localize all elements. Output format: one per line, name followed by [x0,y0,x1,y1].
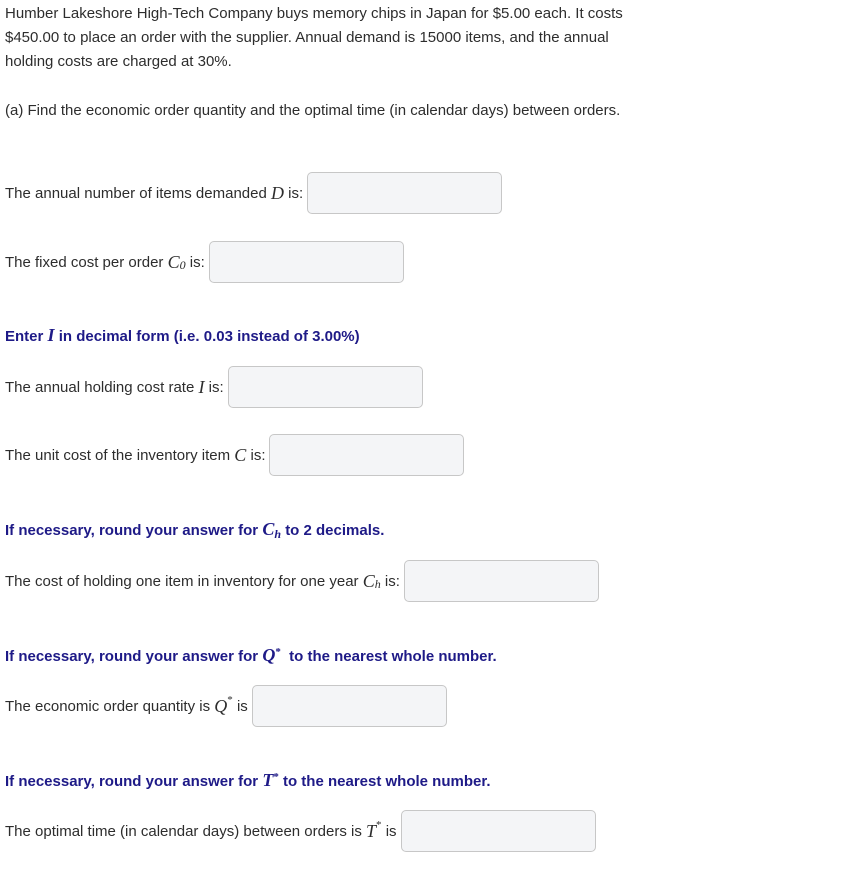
cycle-time-input[interactable] [401,810,596,852]
eoq-sup: * [227,694,233,706]
holding-cost-row [5,560,599,602]
note-ch-sub: h [274,527,282,541]
holding-rate-row [5,366,423,408]
holding-cost-sub: h [374,576,381,591]
unit-cost-row [5,434,464,476]
order-cost-label: The fixed cost per order [5,253,164,271]
eoq-note [5,645,497,666]
note-ch-post: to 2 decimals. [285,522,385,539]
holding-cost-suffix: is: [384,572,400,590]
eoq-var: Q [214,695,228,716]
problem-intro: Humber Lakeshore High-Tech Company buys memory chips in Japan for $5.00 each. It costs $450.00 to place an order with the supplier. Annual demand is 15000 items, and the annual holding costs are charged at 30%. [5,5,623,70]
part-a-text: (a) Find the economic order quantity and the optimal time (in calendar days) between orders. [5,102,621,119]
demand-label: The annual number of items demanded [5,184,267,202]
note-q-var: Q [262,645,276,665]
cycle-time-suffix: is [385,822,397,840]
holding-rate-var: I [198,376,205,397]
order-cost-var: C [167,251,180,272]
holding-rate-label: The annual holding cost rate [5,378,195,396]
order-cost-row [5,241,404,283]
note-t-pre: If necessary, round your answer for [5,773,259,790]
holding-cost-note [5,519,384,540]
note-q-sup: * [275,646,281,658]
note-i-post: in decimal form (i.e. 0.03 instead of 3.00%) [58,328,360,345]
unit-cost-input[interactable] [269,434,464,476]
demand-var: D [271,182,284,203]
unit-cost-label: The unit cost of the inventory item [5,446,231,464]
note-t-post: to the nearest whole number. [282,773,491,790]
demand-suffix: is: [288,184,304,202]
note-i-pre: Enter [5,328,44,345]
demand-row [5,172,502,214]
eoq-input[interactable] [252,685,447,727]
order-cost-input[interactable] [209,241,404,283]
cycle-time-note [5,770,491,791]
holding-rate-suffix: is: [208,378,224,396]
demand-input[interactable] [307,172,502,214]
cycle-time-var: T [366,820,377,841]
unit-cost-suffix: is: [250,446,266,464]
eoq-label: The economic order quantity is [5,697,211,715]
note-q-pre: If necessary, round your answer for [5,648,259,665]
order-cost-suffix: is: [189,253,205,271]
holding-cost-var: C [362,570,375,591]
holding-rate-input[interactable] [228,366,423,408]
note-t-sup: * [273,771,279,783]
note-i-var: I [47,325,55,345]
cycle-time-row [5,810,596,852]
holding-cost-input[interactable] [404,560,599,602]
order-cost-sub: 0 [179,257,186,272]
note-t-var: T [262,770,274,790]
eoq-suffix: is [236,697,248,715]
note-q-post: to the nearest whole number. [289,648,497,665]
cycle-time-sup: * [376,819,382,831]
unit-cost-var: C [234,444,247,465]
cycle-time-label: The optimal time (in calendar days) between orders is [5,822,362,840]
note-ch-var: C [262,519,275,539]
holding-rate-note [5,325,360,346]
eoq-row [5,685,447,727]
note-ch-pre: If necessary, round your answer for [5,522,259,539]
holding-cost-label: The cost of holding one item in inventory for one year [5,572,359,590]
